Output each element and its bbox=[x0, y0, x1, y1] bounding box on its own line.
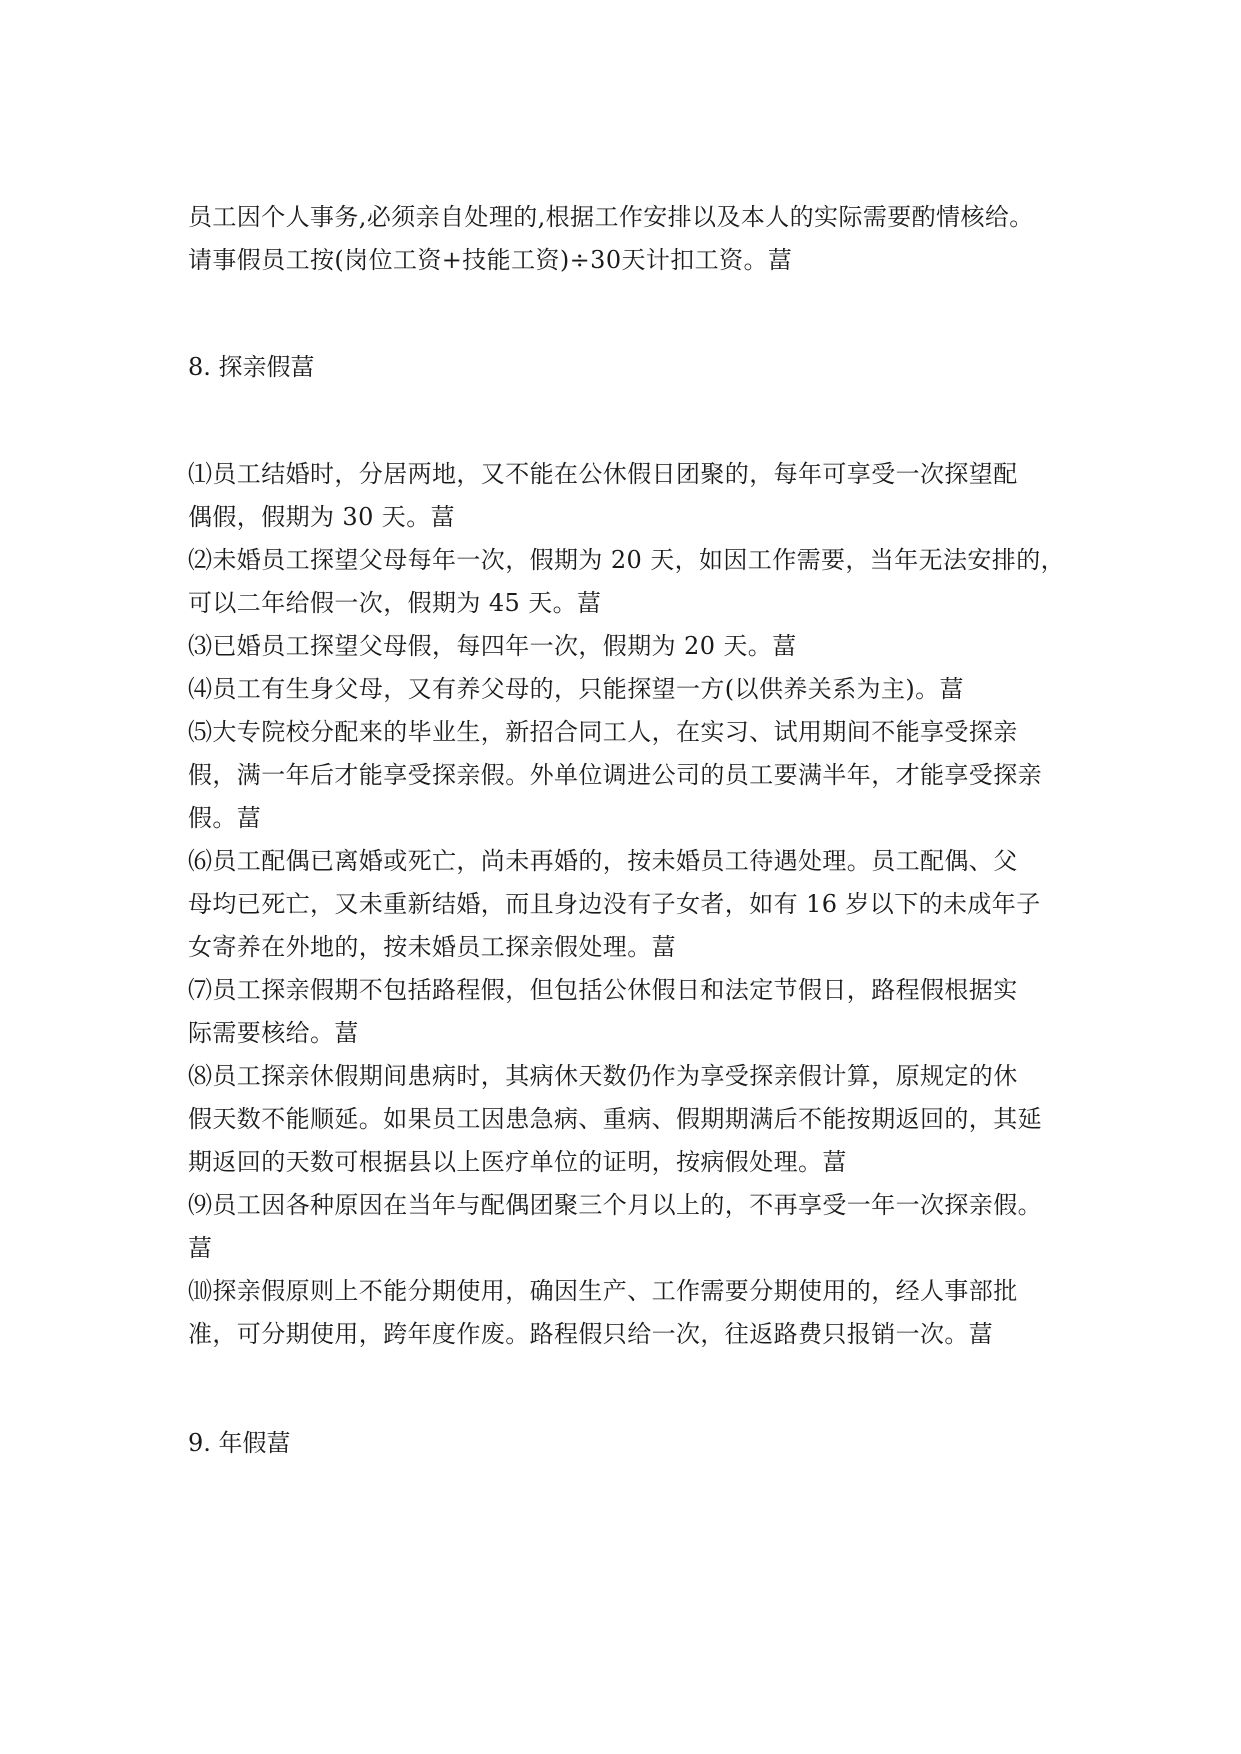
spacer bbox=[188, 282, 1058, 346]
body-line: 期返回的天数可根据县以上医疗单位的证明，按病假处理。葍 bbox=[188, 1148, 847, 1176]
body-line: ⑽探亲假原则上不能分期使用，确因生产、工作需要分期使用的，经人事部批 bbox=[188, 1277, 1018, 1305]
section-8-heading: 8. 探亲假葍 bbox=[188, 353, 315, 381]
body-line: ⑷员工有生身父母，又有养父母的，只能探望一方(以供养关系为主)。葍 bbox=[188, 675, 964, 703]
body-line: ⑻员工探亲休假期间患病时，其病休天数仍作为享受探亲假计算，原规定的休 bbox=[188, 1062, 1018, 1090]
document-page bbox=[188, 196, 1065, 1465]
spacer bbox=[188, 389, 1058, 453]
spacer bbox=[188, 1356, 1058, 1422]
body-line: 母均已死亡，又未重新结婚，而且身边没有子女者，如有 16 岁以下的未成年子 bbox=[188, 890, 1041, 918]
intro-line-1: 员工因个人事务,必须亲自处理的,根据工作安排以及本人的实际需要酌情核给。 bbox=[188, 203, 1034, 231]
body-line: 准，可分期使用，跨年度作废。路程假只给一次，往返路费只报销一次。葍 bbox=[188, 1320, 994, 1348]
section-8-body bbox=[188, 453, 1065, 1356]
body-line: 可以二年给假一次，假期为 45 天。葍 bbox=[188, 589, 602, 617]
body-line: 偶假，假期为 30 天。葍 bbox=[188, 503, 455, 531]
body-line: 葍 bbox=[188, 1234, 213, 1262]
intro-line-2: 请事假员工按(岗位工资+技能工资)÷30天计扣工资。葍 bbox=[188, 246, 793, 274]
body-line: ⑼员工因各种原因在当年与配偶团聚三个月以上的，不再享受一年一次探亲假。 bbox=[188, 1191, 1042, 1219]
body-line: ⑹员工配偶已离婚或死亡，尚未再婚的，按未婚员工待遇处理。员工配偶、父 bbox=[188, 847, 1018, 875]
body-line: 假，满一年后才能享受探亲假。外单位调进公司的员工要满半年，才能享受探亲 bbox=[188, 761, 1042, 789]
body-line: 假天数不能顺延。如果员工因患急病、重病、假期期满后不能按期返回的，其延 bbox=[188, 1105, 1042, 1133]
body-line: 际需要核给。葍 bbox=[188, 1019, 359, 1047]
body-line: 假。葍 bbox=[188, 804, 262, 832]
body-line: ⑴员工结婚时，分居两地，又不能在公休假日团聚的，每年可享受一次探望配 bbox=[188, 460, 1018, 488]
body-line: 女寄养在外地的，按未婚员工探亲假处理。葍 bbox=[188, 933, 676, 961]
body-line: ⑵未婚员工探望父母每年一次，假期为 20 天，如因工作需要，当年无法安排的， bbox=[188, 546, 1065, 574]
body-line: ⑺员工探亲假期不包括路程假，但包括公休假日和法定节假日，路程假根据实 bbox=[188, 976, 1018, 1004]
body-line: ⑶已婚员工探望父母假，每四年一次，假期为 20 天。葍 bbox=[188, 632, 797, 660]
section-9-heading: 9. 年假葍 bbox=[188, 1429, 291, 1457]
body-line: ⑸大专院校分配来的毕业生，新招合同工人，在实习、试用期间不能享受探亲 bbox=[188, 718, 1018, 746]
